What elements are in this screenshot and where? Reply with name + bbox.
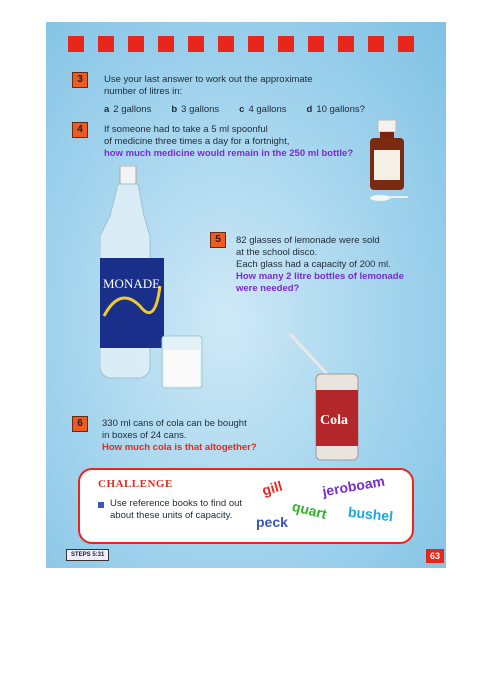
question-5-question-2: were needed?	[236, 283, 300, 294]
question-5-line-1: 82 glasses of lemonade were sold	[236, 235, 380, 246]
steps-label: STEPS 5:31	[66, 549, 109, 561]
question-5-line-2: at the school disco.	[236, 247, 318, 258]
can-label-text: Cola	[320, 413, 348, 428]
bottle-label	[374, 150, 400, 180]
option-c: c 4 gallons	[239, 104, 287, 115]
question-3-number: 3	[72, 72, 88, 88]
bottle-label-text: MONADE	[103, 276, 161, 291]
option-b: b 3 gallons	[171, 104, 220, 115]
question-5-line-3: Each glass had a capacity of 200 ml.	[236, 259, 391, 270]
question-5-number: 5	[210, 232, 226, 248]
word-bushel: bushel	[347, 503, 394, 525]
option-d: d 10 gallons?	[306, 104, 365, 115]
medicine-bottle-image	[364, 118, 418, 208]
question-5-question-1: How many 2 litre bottles of lemonade	[236, 271, 404, 282]
challenge-text: Use reference books to find out about these units of capacity.	[110, 498, 243, 521]
question-4-line-1: If someone had to take a 5 ml spoonful	[104, 124, 268, 135]
question-6-number: 6	[72, 416, 88, 432]
bottle-label	[100, 258, 164, 348]
red-square	[98, 36, 114, 52]
red-square	[158, 36, 174, 52]
cola-can-image	[278, 328, 368, 468]
red-square-border	[68, 36, 414, 52]
red-square	[398, 36, 414, 52]
page-number: 63	[426, 549, 444, 563]
glass-of-milk-image	[158, 332, 206, 394]
challenge-box	[78, 468, 414, 544]
red-square	[278, 36, 294, 52]
bottle-neck	[380, 132, 394, 138]
milk	[164, 350, 200, 386]
red-square	[218, 36, 234, 52]
red-square	[368, 36, 384, 52]
word-gill: gill	[260, 477, 285, 499]
bottle-cap	[120, 166, 136, 184]
challenge-title: CHALLENGE	[98, 478, 173, 490]
bullet-icon	[98, 502, 104, 508]
red-square	[128, 36, 144, 52]
spoon-handle	[388, 196, 408, 198]
red-square	[248, 36, 264, 52]
question-3-line-1: Use your last answer to work out the approximate	[104, 74, 313, 85]
question-3-line-2: number of litres in:	[104, 86, 183, 97]
question-4-question: how much medicine would remain in the 250 ml bottle?	[104, 148, 354, 159]
word-quart: quart	[290, 498, 329, 522]
word-jeroboam: jeroboam	[321, 472, 386, 500]
question-6-line-2: in boxes of 24 cans.	[102, 430, 187, 441]
question-3-options	[104, 104, 365, 115]
red-square	[68, 36, 84, 52]
red-square	[188, 36, 204, 52]
word-peck: peck	[256, 514, 288, 530]
textbook-page	[46, 22, 446, 568]
question-4-line-2: of medicine three times a day for a fortnight,	[104, 136, 290, 147]
option-a: a 2 gallons	[104, 104, 152, 115]
question-6-question: How much cola is that altogether?	[102, 442, 257, 453]
bottle-cap	[378, 120, 396, 132]
red-square	[308, 36, 324, 52]
question-6-line-1: 330 ml cans of cola can be bought	[102, 418, 247, 429]
spoon	[370, 195, 390, 201]
red-square	[338, 36, 354, 52]
question-4-number: 4	[72, 122, 88, 138]
